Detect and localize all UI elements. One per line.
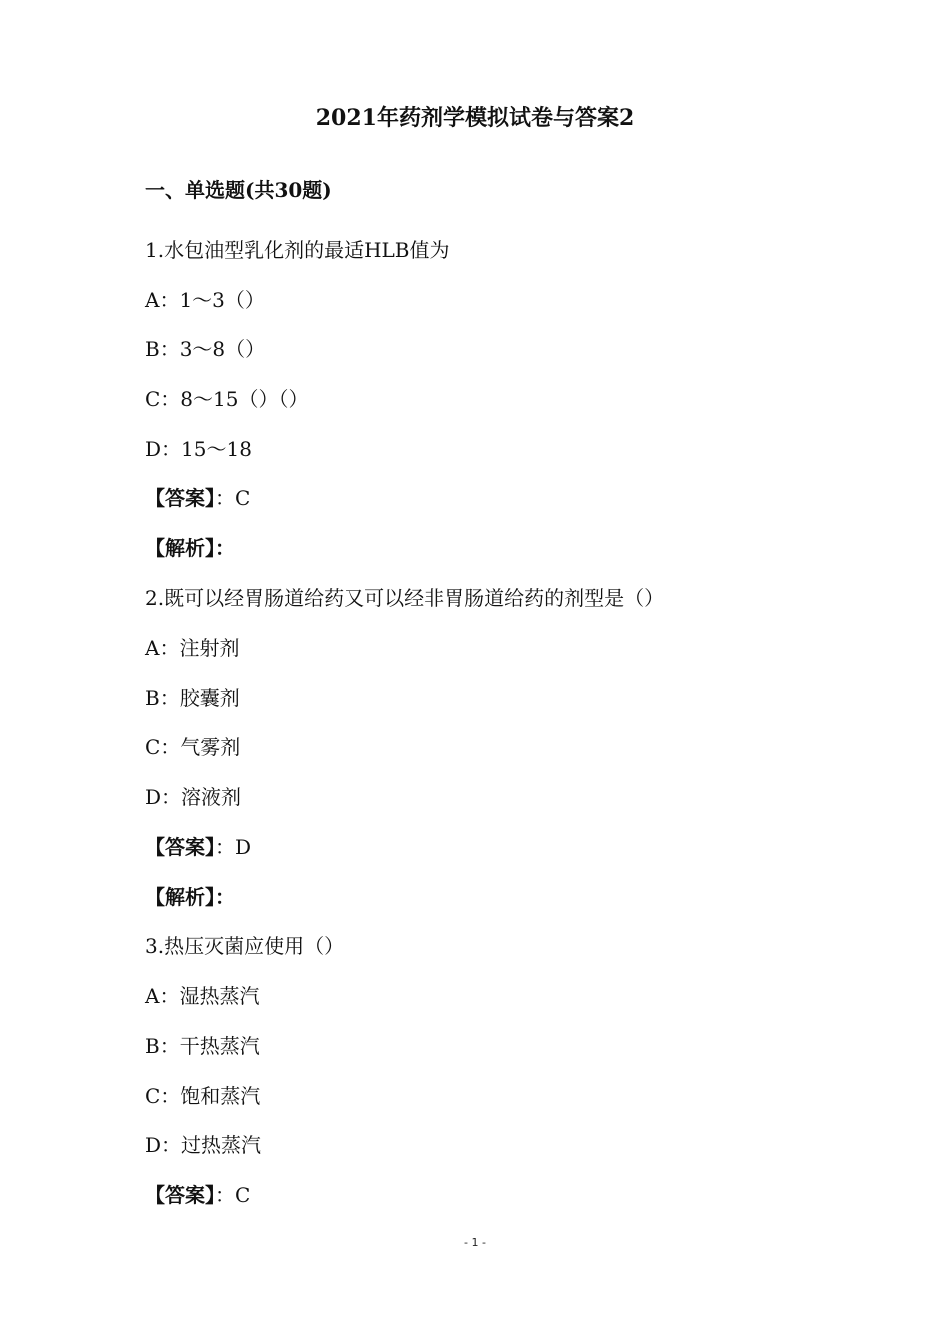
question-2-option-d: D：溶液剂 — [145, 785, 242, 809]
answer-label: 【答案】 — [145, 835, 215, 859]
question-2-stem: 2.既可以经胃肠道给药又可以经非胃肠道给药的剂型是（） — [145, 586, 665, 610]
question-2-option-b: B：胶囊剂 — [145, 686, 240, 710]
answer-label: 【答案】 — [145, 486, 215, 510]
question-2-answer — [145, 829, 251, 865]
question-3-answer — [145, 1177, 250, 1213]
question-1-analysis: 【解析】： — [145, 536, 235, 560]
question-3-option-c: C：饱和蒸汽 — [145, 1084, 261, 1108]
answer-value: ：C — [215, 486, 251, 510]
question-1-stem: 1.水包油型乳化剂的最适HLB值为 — [145, 238, 450, 262]
question-3-option-d: D：过热蒸汽 — [145, 1133, 262, 1157]
answer-label: 【答案】 — [145, 1183, 215, 1207]
question-3-option-a: A：湿热蒸汽 — [145, 984, 260, 1008]
question-2-option-c: C：气雾剂 — [145, 735, 241, 759]
section-heading: 一、单选题(共30题) — [145, 178, 332, 202]
question-1-option-d: D：15～18 — [145, 437, 252, 461]
answer-value: ：D — [215, 835, 252, 859]
page-number: - 1 - — [464, 1236, 486, 1249]
question-1-option-b: B：3～8（） — [145, 337, 266, 361]
question-1-option-a: A：1～3（） — [145, 288, 265, 312]
question-1-answer — [145, 480, 250, 516]
document-title: 2021年药剂学模拟试卷与答案2 — [315, 105, 635, 131]
question-3-stem: 3.热压灭菌应使用（） — [145, 934, 345, 958]
question-3-option-b: B：干热蒸汽 — [145, 1034, 260, 1058]
answer-value: ：C — [215, 1183, 251, 1207]
question-2-option-a: A：注射剂 — [145, 636, 240, 660]
question-2-analysis: 【解析】： — [145, 885, 235, 909]
question-1-option-c: C：8～15（）（） — [145, 387, 309, 411]
